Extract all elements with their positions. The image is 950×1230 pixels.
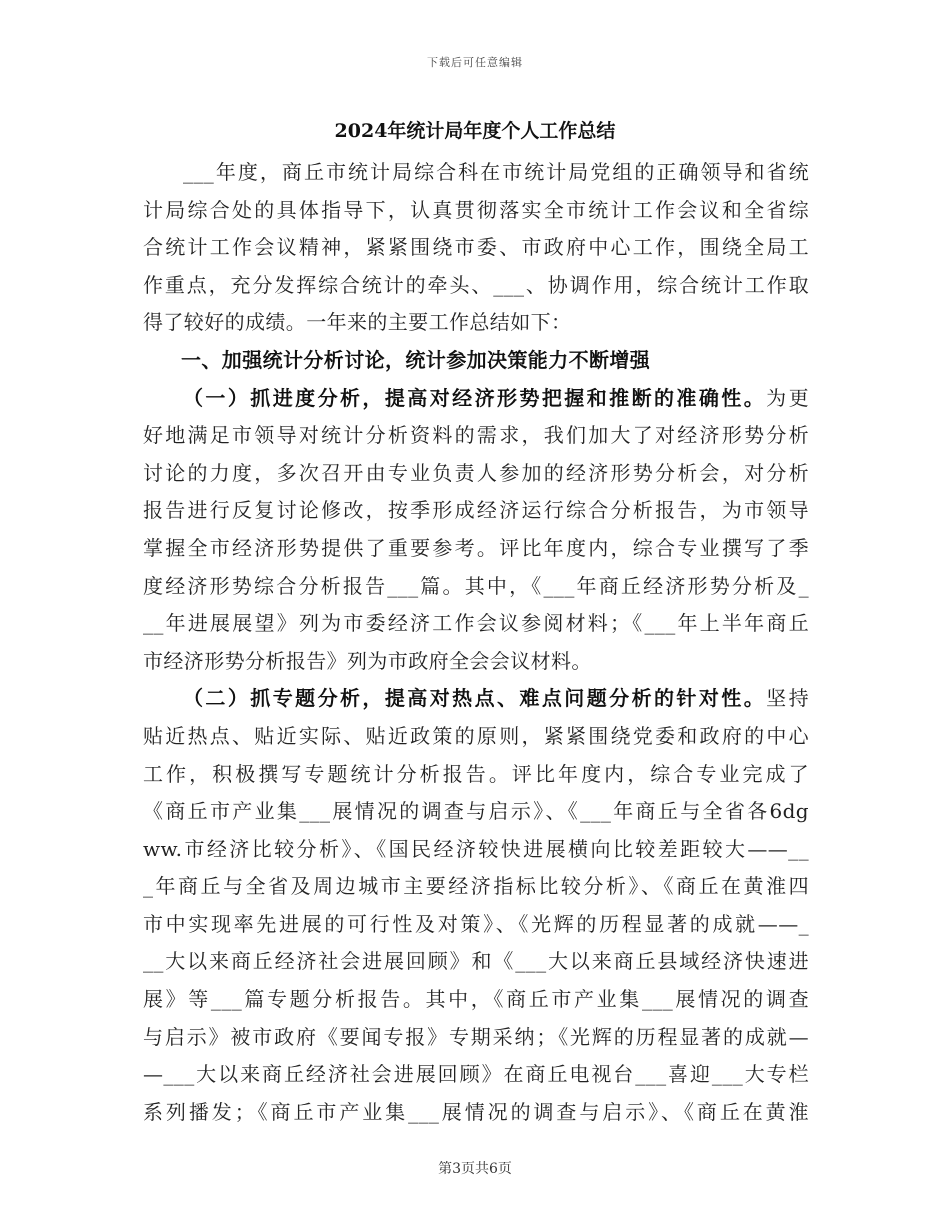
subsection-first-line: [143, 380, 809, 418]
paragraph-line: 报告进行反复讨论修改，按季形成经济运行综合分析报告，为市领导: [143, 498, 809, 523]
paragraph-line: 合统计工作会议精神，紧紧围绕市委、市政府中心工作，围绕全局工: [143, 235, 809, 260]
paragraph-line: 作重点，充分发挥综合统计的牵头、___、协调作用，综合统计工作取: [143, 272, 809, 297]
paragraph-text: 为更: [766, 385, 809, 410]
paragraph-text: 坚持: [766, 686, 809, 711]
paragraph-line: 计局综合处的具体指导下，认真贯彻落实全市统计工作会议和全省综: [143, 197, 809, 222]
paragraph-line: 《商丘市产业集___展情况的调查与启示》、《___年商丘与全省各6dg: [143, 799, 809, 824]
document-title: 2024年统计局年度个人工作总结: [334, 120, 616, 142]
paragraph-line: ___年度，商丘市统计局综合科在市统计局党组的正确领导和省统: [183, 160, 809, 184]
paragraph-line: 度经济形势综合分析报告___篇。其中，《___年商丘经济形势分析及_: [143, 573, 809, 598]
paragraph-line: __大以来商丘经济社会进展回顾》和《___大以来商丘县域经济快速进: [143, 949, 809, 974]
paragraph-line: 与启示》被市政府《要闻专报》专期采纳；《光辉的历程显著的成就—: [143, 1024, 809, 1049]
paragraph-line: __年进展展望》列为市委经济工作会议参阅材料；《___年上半年商丘: [143, 611, 809, 636]
page-number: 第3页共6页: [438, 1161, 512, 1177]
paragraph-line: 得了较好的成绩。一年来的主要工作总结如下：: [143, 310, 572, 335]
paragraph-line: —___大以来商丘经济社会进展回顾》在商丘电视台___喜迎___大专栏: [143, 1062, 809, 1087]
section-heading: 一、加强统计分析讨论，统计参加决策能力不断增强: [181, 347, 651, 372]
subsection-heading: （二）抓专题分析，提高对热点、难点问题分析的针对性。: [183, 686, 767, 711]
paragraph-line: 掌握全市经济形势提供了重要参考。评比年度内，综合专业撰写了季: [143, 535, 809, 560]
paragraph-line: ww.市经济比较分析》、《国民经济较快进展横向比较差距较大——__: [143, 836, 809, 861]
document-body: [143, 154, 809, 1131]
paragraph-line: 工作，积极撰写专题统计分析报告。评比年度内，综合专业完成了: [143, 761, 809, 786]
paragraph-line: _年商丘与全省及周边城市主要经济指标比较分析》、《商丘在黄淮四: [143, 874, 809, 899]
subsection-first-line: [143, 680, 809, 718]
paragraph-line: 展》等___篇专题分析报告。其中，《商丘市产业集___展情况的调查: [143, 987, 809, 1012]
page-header-note: 下载后可任意编辑: [427, 56, 523, 69]
subsection-heading: （一）抓进度分析，提高对经济形势把握和推断的准确性。: [183, 385, 767, 410]
paragraph-line: 市经济形势分析报告》列为市政府全会会议材料。: [143, 648, 592, 673]
paragraph-line: 系列播发；《商丘市产业集___展情况的调查与启示》、《商丘在黄淮: [143, 1099, 809, 1124]
paragraph-line: 市中实现率先进展的可行性及对策》、《光辉的历程显著的成就——_: [143, 911, 809, 936]
paragraph-line: 好地满足市领导对统计分析资料的需求，我们加大了对经济形势分析: [143, 423, 809, 448]
paragraph-line: 贴近热点、贴近实际、贴近政策的原则，紧紧围绕党委和政府的中心: [143, 723, 809, 748]
paragraph-line: 讨论的力度，多次召开由专业负责人参加的经济形势分析会，对分析: [143, 460, 809, 485]
